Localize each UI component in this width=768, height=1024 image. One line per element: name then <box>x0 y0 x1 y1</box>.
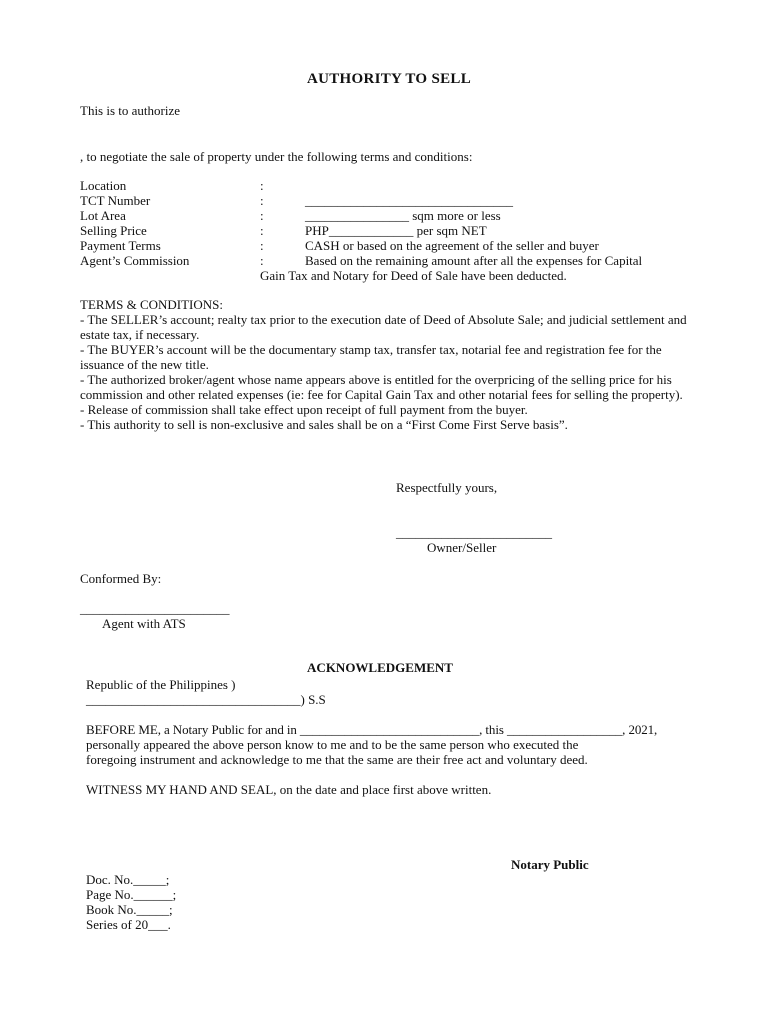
field-label-selling-price: Selling Price <box>80 223 147 238</box>
field-value-selling-price: PHP_____________ per sqm NET <box>305 223 487 238</box>
respectfully-text: Respectfully yours, <box>396 480 498 495</box>
page-no: Page No.______; <box>86 887 177 902</box>
field-label-agent-commission: Agent’s Commission <box>80 253 190 268</box>
doc-no: Doc. No._____; <box>86 872 170 887</box>
series-of: Series of 20___. <box>86 917 171 932</box>
field-value-payment-terms: CASH or based on the agreement of the seller and buyer <box>305 238 599 253</box>
document-title: AUTHORITY TO SELL <box>306 71 472 87</box>
field-value-agent-commission-cont: Gain Tax and Notary for Deed of Sale have been deducted. <box>260 268 567 283</box>
notary-public-label: Notary Public <box>511 857 589 872</box>
owner-label: Owner/Seller <box>427 540 497 555</box>
terms-item: - Release of commission shall take effect upon receipt of full payment from the buyer. <box>80 402 528 417</box>
terms-item: - The BUYER’s account will be the documentary stamp tax, transfer tax, notarial fee and registration fee for the issuance of the new title. <box>80 342 662 372</box>
field-label-lot-area: Lot Area <box>80 208 126 223</box>
terms-item: - The authorized broker/agent whose name appears above is entitled for the overpricing of the selling price for his commission and other related expenses (ie: fee for Capital Gain Tax and other notarial fees for selling the property). <box>80 372 683 402</box>
field-label-payment-terms: Payment Terms <box>80 238 161 253</box>
field-colon: : <box>260 223 264 238</box>
field-value-lot-area: ________________ sqm more or less <box>305 208 501 223</box>
owner-signature-line: ________________________ <box>396 525 552 540</box>
book-no: Book No._____; <box>86 902 173 917</box>
field-label-location: Location <box>80 178 127 193</box>
conformed-by-text: Conformed By: <box>80 571 162 586</box>
field-colon: : <box>260 193 264 208</box>
terms-item: - This authority to sell is non-exclusive and sales shall be on a “First Come First Serve basis”. <box>80 417 568 432</box>
field-colon: : <box>260 238 264 253</box>
agent-label: Agent with ATS <box>102 616 186 631</box>
republic-text: Republic of the Philippines ) <box>86 677 236 692</box>
before-me-line-1: BEFORE ME, a Notary Public for and in ____________________________, this __________________, 2021, <box>86 722 658 737</box>
terms-item: - The SELLER’s account; realty tax prior to the execution date of Deed of Absolute Sale; and judicial settlement and estate tax, if necessary. <box>80 312 687 342</box>
negotiate-text: , to negotiate the sale of property under the following terms and conditions: <box>80 149 473 164</box>
witness-text: WITNESS MY HAND AND SEAL, on the date and place first above written. <box>86 782 492 797</box>
field-value-agent-commission: Based on the remaining amount after all the expenses for Capital <box>305 253 643 268</box>
field-colon: : <box>260 253 264 268</box>
ss-line: _________________________________) S.S <box>86 692 326 707</box>
terms-section <box>80 297 700 432</box>
before-me-line-2: personally appeared the above person know to me and to be the same person who executed the <box>86 737 579 752</box>
acknowledgement-title: ACKNOWLEDGEMENT <box>307 660 453 675</box>
before-me-line-3: foregoing instrument and acknowledge to me that the same are their free act and voluntary deed. <box>86 752 588 767</box>
agent-signature-line: _______________________ <box>80 601 230 616</box>
field-label-tct: TCT Number <box>80 193 151 208</box>
intro-text: This is to authorize <box>80 103 181 118</box>
field-colon: : <box>260 208 264 223</box>
terms-heading: TERMS & CONDITIONS: <box>80 297 224 312</box>
field-colon: : <box>260 178 264 193</box>
field-value-tct: ________________________________ <box>305 193 513 208</box>
